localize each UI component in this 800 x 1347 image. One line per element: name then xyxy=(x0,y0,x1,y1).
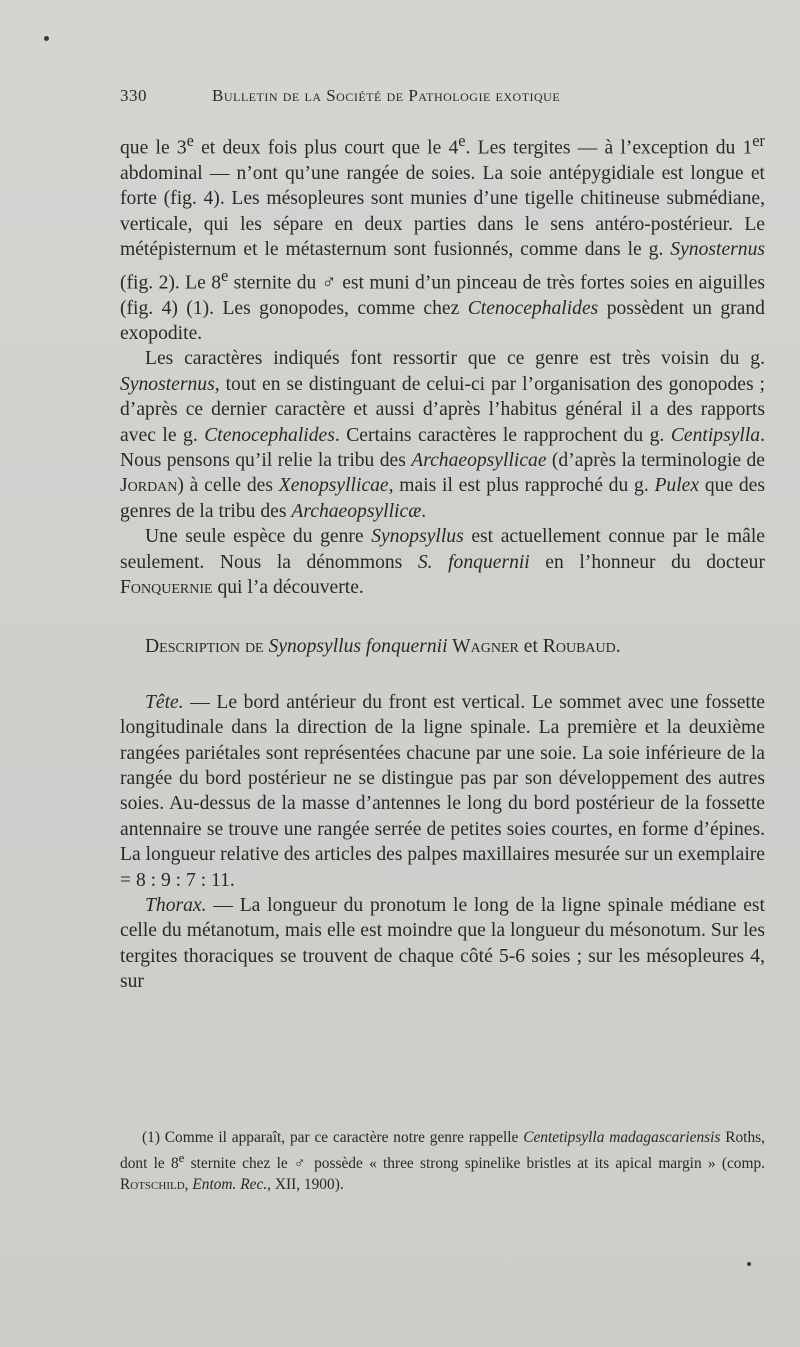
author-name: Rotschild xyxy=(120,1175,185,1193)
heading-text: et xyxy=(518,636,543,658)
tribe-name: Xenopsyllicae xyxy=(278,475,389,497)
tribe-name: Archaeopsyllicae xyxy=(411,449,547,471)
text-run: Les caractères indiqués font ressortir que ce genre est très voisin du g. xyxy=(145,348,765,370)
author-name: Roubaud xyxy=(542,636,616,658)
paragraph-thorax xyxy=(120,893,765,995)
text-run: Roths, dont le 8 xyxy=(120,1129,765,1173)
text-run: (fig. 2). Le 8 xyxy=(120,272,222,294)
author-name: Jordan xyxy=(120,475,178,497)
text-run: abdominal — n’ont qu’une rangée de soies. La soie antépygidiale est longue et forte (fig. 4). Les mésopleures sont munies d’une tigelle chitineuse submédiane, verticale, qui les sépare en deux parties dans le sens antéro-postérieur. Le métépisternum et le métasternum sont fusionnés, comme dans le g. xyxy=(120,162,765,261)
author-name: Fonquernie xyxy=(120,576,213,598)
subsection-label: Tête. xyxy=(145,691,184,713)
species-name: Centetipsylla madagascariensis xyxy=(523,1129,721,1146)
text-run: possèdent un grand exopodite. xyxy=(120,297,765,344)
heading-text: Description de xyxy=(145,636,269,658)
text-run: . xyxy=(421,500,427,522)
text-run: . Les tergites — à l’exception du 1 xyxy=(465,137,753,159)
text-run: , mais il est plus rapproché du g. xyxy=(388,475,655,497)
running-title: Bulletin de la Société de Pathologie exotique xyxy=(212,86,561,105)
text-run: que le 3 xyxy=(120,137,187,159)
journal-name: Entom. Rec. xyxy=(192,1175,268,1193)
text-run: en l’honneur du docteur xyxy=(529,551,765,573)
text-run: , XII, 1900). xyxy=(267,1175,344,1193)
species-name: Synopsyllus fonquernii xyxy=(268,636,448,658)
author-name: Wagner xyxy=(447,636,519,658)
section-heading xyxy=(145,634,765,659)
main-text xyxy=(120,128,765,995)
genus-name: Synopsyllus xyxy=(371,526,464,548)
text-run: sternite du ♂ est muni d’un pinceau de très fortes soies en aiguilles (fig. 4) (1). Les gonopodes, comme chez xyxy=(120,272,765,319)
subsection-label: Thorax. xyxy=(145,895,207,917)
text-run: — Le bord antérieur du front est vertical. Le sommet avec une fossette longitudinale dans la direction de la ligne spinale. La première et la deuxième rangées pariétales sont représentées chacune par une soie. La soie inférieure de la rangée du bord postérieur ne se distingue pas par son développement des autres soies. Au-dessus de la masse d’antennes le long du bord postérieur de la fossette antennaire se trouve une rangée serrée de petites soies courtes, en forme d’épines. La longueur relative des articles des palpes maxillaires mesurée sur un exemplaire = 8 : 9 : 7 : 11. xyxy=(120,691,765,891)
text-run: . Nous pensons qu’il relie la tribu des xyxy=(120,424,766,471)
paragraph-tete xyxy=(120,690,765,893)
heading-text: . xyxy=(615,636,621,658)
superscript: e xyxy=(186,131,194,150)
text-run: est actuellement connue par le mâle seulement. Nous la dénommons xyxy=(120,526,765,573)
species-name: S. fonquernii xyxy=(417,551,530,573)
text-run: qui l’a découverte. xyxy=(212,576,364,598)
print-speck xyxy=(747,1262,751,1266)
superscript: e xyxy=(221,265,229,285)
running-header xyxy=(120,86,680,106)
tribe-name: Archaeopsyllicæ xyxy=(291,500,422,522)
genus-name: Pulex xyxy=(654,475,700,497)
text-run: et deux fois plus court que le 4 xyxy=(193,137,459,159)
superscript: er xyxy=(752,131,765,150)
text-run: — La longueur du pronotum le long de la ligne spinale médiane est celle du métanotum, mais elle est moindre que la longueur du mésonotum. Sur les tergites thoraciques se trouvent de chaque côté 5-6 soies ; sur les mésopleures 4, sur xyxy=(120,895,765,993)
text-run: , tout en se distinguant de celui-ci par l’organisation des gonopodes ; d’après ce dernier caractère et aussi d’après l’habitus général il a des rapports avec le g. xyxy=(120,373,765,446)
footnote-text xyxy=(120,1128,765,1195)
genus-name: Synosternus xyxy=(670,239,765,261)
page-number: 330 xyxy=(120,86,147,105)
text-run: Une seule espèce du genre xyxy=(145,526,372,548)
genus-name: Ctenocephalides xyxy=(467,297,599,319)
text-run: (1) Comme il apparaît, par ce caractère notre genre rappelle xyxy=(142,1129,524,1146)
genus-name: Centipsylla xyxy=(670,424,761,446)
text-run: que des genres de la tribu des xyxy=(120,475,765,522)
text-run: (d’après la terminologie de xyxy=(546,449,765,471)
text-run: . Certains caractères le rapprochent du g. xyxy=(334,424,671,446)
text-run: sternite chez le ♂ possède « three strong spinelike bristles at its apical margin » (comp. xyxy=(184,1155,765,1173)
footnote xyxy=(120,1128,765,1195)
text-run: ) à celle des xyxy=(177,475,279,497)
genus-name: Ctenocephalides xyxy=(204,424,335,446)
superscript: e xyxy=(178,1151,185,1166)
text-run: , xyxy=(184,1175,193,1193)
paragraph-3 xyxy=(120,524,765,600)
superscript: e xyxy=(458,131,466,150)
paragraph-1 xyxy=(120,128,765,346)
genus-name: Synosternus xyxy=(120,373,215,395)
paragraph-2 xyxy=(120,346,765,524)
print-speck xyxy=(44,36,49,41)
